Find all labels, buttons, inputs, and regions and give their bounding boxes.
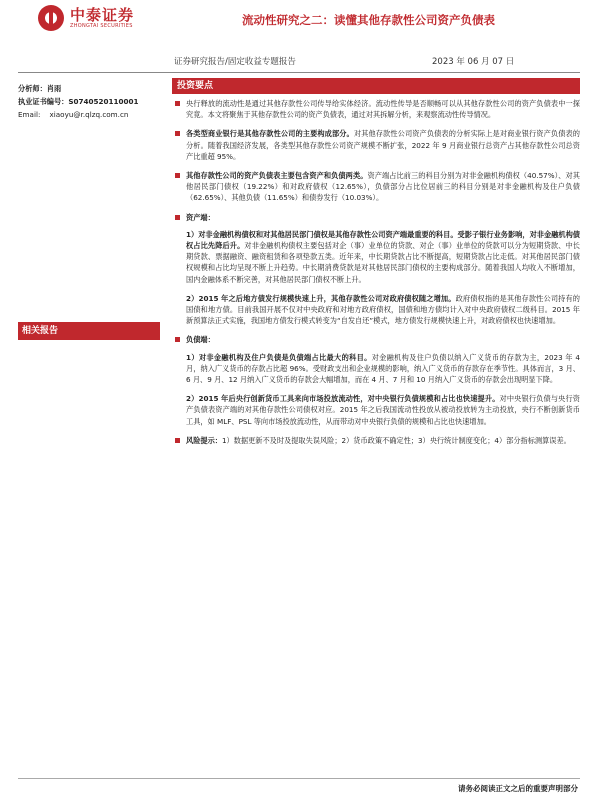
- paragraph: 2）2015 年之后地方债发行规模快速上升，其他存款性公司对政府债权随之增加。政府债权指的是其他存款性公司持有的国债和地方债。目前我国开展不仅对中央政府和对地方政府债权，国债和地方债均计入对中央政府债权二级科目。2015 年新预算法正式实施，我国地方债发行模式转变为“自发自还”模式，地方债发行规模快速上升，对政府债权也快速增加。: [186, 293, 580, 326]
- bullet-icon: [175, 337, 180, 342]
- logo-en-text: ZHONGTAI SECURITIES: [70, 22, 133, 29]
- subheading-assets: 资产端：: [172, 212, 580, 223]
- paragraph: 2）2015 年后央行创新货币工具来向市场投放流动性，对中央银行负债规模和占比也快速提升。对中央银行负债与央行资产负债表资产端的对其他存款性公司债权对应。2015 年之后我国流动性投放从被动投放转为主动投放，央行不断创新货币工具，如 MLF、PSL 等向市场投放流动性，从而带动对中央银行负债的规模和占比也快速增加。: [186, 394, 580, 426]
- investment-highlights: [172, 98, 580, 454]
- analyst-row: [18, 82, 158, 95]
- company-logo: [38, 5, 134, 31]
- email-address[interactable]: xiaoyu@r.qlzq.com.cn: [49, 110, 129, 119]
- report-title: 流动性研究之二：读懂其他存款性公司资产负债表: [242, 13, 495, 27]
- footer-disclaimer: 请务必阅读正文之后的重要声明部分: [458, 784, 578, 793]
- risk-warning: 风险提示：1）数据更新不及时及提取失误风险；2）货币政策不确定性；3）央行统计制度变化；4）部分指标测算误差。: [172, 435, 580, 446]
- analyst-name: 肖雨: [46, 84, 62, 93]
- cert-number: S0740520110001: [68, 97, 139, 106]
- logo-mark-icon: [38, 5, 64, 31]
- header-divider: [18, 72, 580, 73]
- report-category: 证券研究报告/固定收益专题报告: [174, 57, 296, 67]
- report-header: [0, 0, 600, 90]
- footer-divider: [18, 778, 580, 779]
- bullet-icon: [175, 101, 180, 106]
- paragraph: 1）对非金融机构及住户负债是负债端占比最大的科目。对金融机构及住户负债以纳入广义货币的存款为主，2023 年 4 月，纳入广义货币的存款占比超 96%。受财政支出和企业规模的影响，纳入广义货币的存款存在季节性。具体而言，3 月、6 月、9 月、12 月纳入广义货币的存款会大幅增加，而在 4 月、7 月和 10 月纳入广义货币的存款会出现明显下降。: [186, 352, 580, 385]
- email-row: [18, 108, 158, 121]
- paragraph: 央行释放的流动性是通过其他存款性公司传导给实体经济。流动性传导是否顺畅可以从其他存款性公司的资产负债表中一探究竟。本文将聚焦于其他存款性公司的资产负债表，通过对其拆解分析，来观察流动性传导情况。: [172, 98, 580, 120]
- cert-label: 执业证书编号：: [18, 97, 69, 106]
- analyst-info: [18, 82, 158, 121]
- analyst-label: 分析师：: [18, 84, 47, 93]
- section-heading: 投资要点: [172, 78, 580, 94]
- paragraph: 各类型商业银行是其他存款性公司的主要构成部分。对其他存款性公司资产负债表的分析实际上是对商业银行资产负债表的分析。随着我国经济发展，各类型其他存款性公司资产规模不断扩张，2022 年 9 月商业银行总资产占其他存款性公司总资产比重超 95%。: [172, 128, 580, 162]
- email-label: Email:: [18, 110, 41, 119]
- report-date: 2023 年 06 月 07 日: [432, 57, 515, 67]
- bullet-icon: [175, 173, 180, 178]
- paragraph: 1）对非金融机构债权和对其他居民部门债权是其他存款性公司资产端最重要的科目。受影子银行业务影响，对非金融机构债权占比先降后升。对非金融机构债权主要包括对企（事）业单位的贷款、对企（事）业单位的贷款可以分为短期贷款、中长期贷款、票据融资、融资租赁和各项垫款五类。近年来，中长期贷款占比不断提高，短期贷款占比走低。对其他居民部门债权规模和占比均呈现不断上升趋势。中长期消费贷款是对其他居民部门债权的主要构成部分。随着我国人均收入不断增加，国内金融体系不断完善，对其他居民部门债权不断上升。: [186, 229, 580, 284]
- bullet-icon: [175, 131, 180, 136]
- subheading-liabilities: 负债端：: [172, 334, 580, 345]
- bullet-icon: [175, 215, 180, 220]
- paragraph: 其他存款性公司的资产负债表主要包含资产和负债两类。资产端占比前三的科目分别为对非金融机构债权（40.57%）、对其他居民部门债权（19.22%）和对政府债权（12.65%），负债部分占比位居前三的科目分别是对非金融机构及住户负债（62.65%）、其他负债（11.65%）和债券发行（10.03%）。: [172, 170, 580, 204]
- bullet-icon: [175, 438, 180, 443]
- logo-cn-text: 中泰证券: [70, 5, 135, 24]
- cert-row: [18, 95, 158, 108]
- related-reports-heading: 相关报告: [18, 322, 160, 340]
